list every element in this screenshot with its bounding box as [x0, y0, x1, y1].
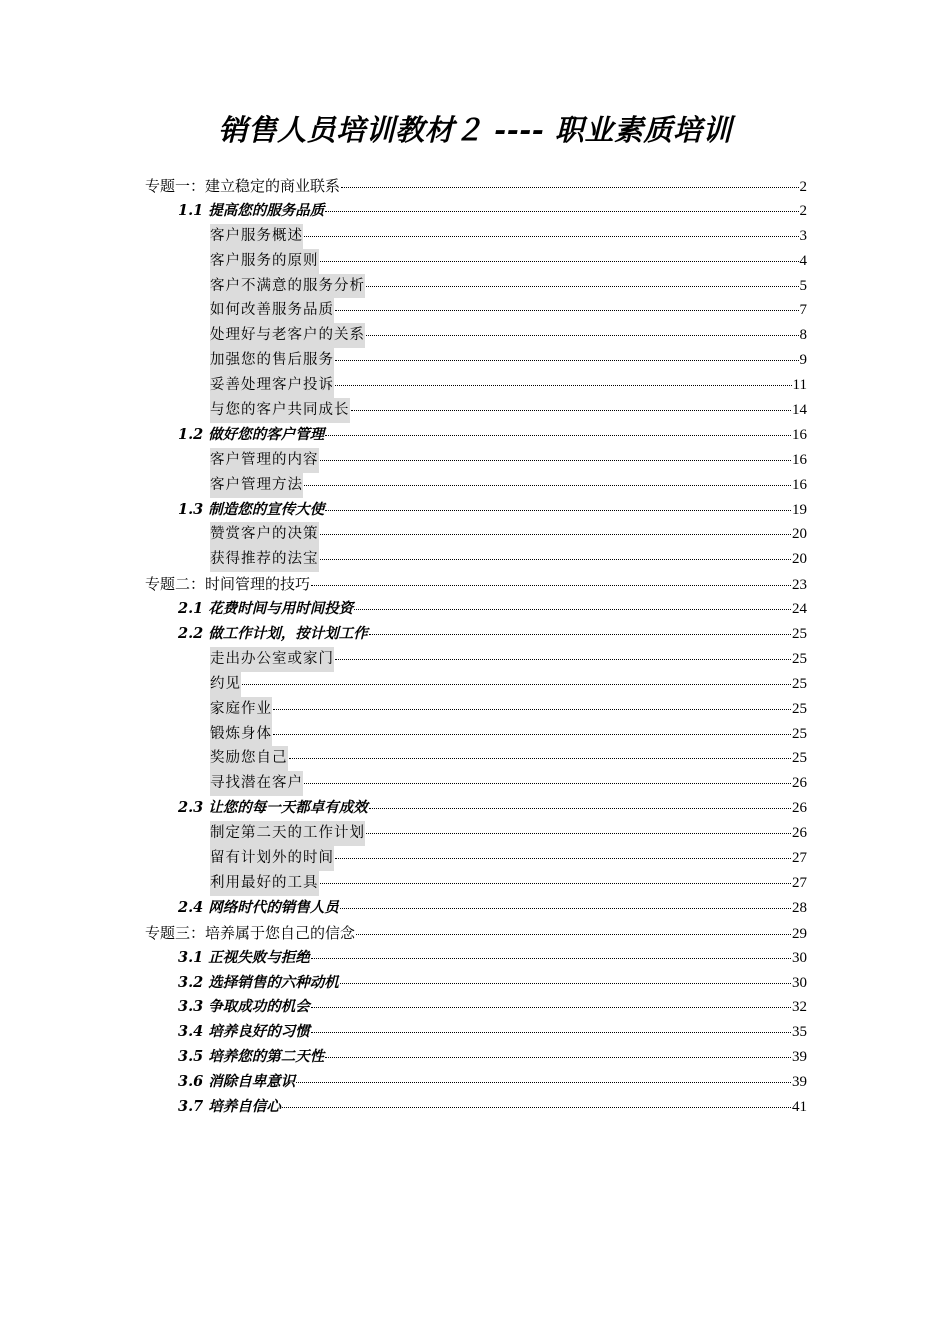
toc-entry-level-3[interactable] [145, 348, 807, 373]
toc-entry-label: 寻找潜在客户 [210, 771, 303, 796]
toc-page-number: 8 [799, 327, 807, 344]
toc-dot-leader [351, 410, 792, 411]
toc-entry-label: 客户服务的原则 [210, 249, 319, 274]
toc-page-number: 25 [792, 650, 807, 667]
toc-entry-label: 锻炼身体 [210, 722, 272, 747]
toc-dot-leader [325, 510, 791, 511]
toc-entry-label: 处理好与老客户的关系 [210, 323, 365, 348]
toc-page-number: 4 [799, 252, 807, 269]
toc-page-number: 25 [792, 725, 807, 742]
toc-dot-leader [289, 758, 792, 759]
toc-entry-level-2[interactable] [145, 946, 807, 971]
toc-entry-label: 专题一：建立稳定的商业联系 [145, 177, 341, 195]
toc-page-number: 26 [792, 800, 807, 817]
toc-page-number: 11 [792, 377, 807, 394]
toc-entry-level-3[interactable] [145, 274, 807, 299]
toc-page-number: 39 [792, 1049, 807, 1066]
toc-page-number: 16 [792, 451, 807, 468]
toc-page-number: 16 [792, 476, 807, 493]
toc-entry-label: 2.2 做工作计划，按计划工作 [178, 625, 368, 643]
toc-entry-label: 1.1 提高您的服务品质 [178, 201, 325, 219]
toc-page-number: 28 [792, 899, 807, 916]
toc-entry-label: 3.2 选择销售的六种动机 [178, 973, 339, 991]
toc-dot-leader [366, 335, 799, 336]
table-of-contents [145, 174, 807, 1120]
toc-dot-leader [311, 1032, 791, 1033]
toc-entry-label: 3.1 正视失败与拒绝 [178, 948, 310, 966]
toc-entry-label: 专题二：时间管理的技巧 [145, 575, 311, 594]
toc-entry-label: 留有计划外的时间 [210, 846, 334, 871]
toc-entry-level-2[interactable] [145, 1095, 807, 1120]
toc-entry-level-3[interactable] [145, 871, 807, 896]
document-title: 销售人员培训教材２ ---- 职业素质培训 [218, 113, 732, 147]
toc-entry-label: 3.5 培养您的第二天性 [178, 1048, 325, 1066]
toc-page-number: 26 [792, 775, 807, 792]
toc-dot-leader [320, 261, 799, 262]
toc-entry-level-3[interactable] [145, 224, 807, 249]
toc-dot-leader [356, 934, 791, 935]
toc-entry-level-2[interactable] [145, 423, 807, 448]
toc-entry-label: 获得推荐的法宝 [210, 547, 319, 572]
toc-entry-label: 利用最好的工具 [210, 871, 319, 896]
toc-entry-label: 3.3 争取成功的机会 [178, 998, 310, 1016]
toc-dot-leader [320, 883, 792, 884]
toc-entry-label: 专题三：培养属于您自己的信念 [145, 923, 356, 942]
toc-dot-leader [335, 360, 799, 361]
toc-dot-leader [320, 559, 792, 560]
toc-page-number: 25 [792, 700, 807, 717]
toc-entry-level-3[interactable] [145, 522, 807, 547]
toc-dot-leader [369, 808, 791, 809]
toc-dot-leader [354, 609, 791, 610]
toc-entry-label: 如何改善服务品质 [210, 298, 334, 323]
toc-dot-leader [304, 783, 791, 784]
toc-entry-level-2[interactable] [145, 622, 807, 647]
toc-dot-leader [366, 286, 799, 287]
toc-dot-leader [282, 1107, 791, 1108]
toc-entry-label: 客户不满意的服务分析 [210, 274, 365, 299]
toc-dot-leader [296, 1082, 791, 1083]
toc-dot-leader [304, 236, 799, 237]
toc-page-number: 30 [792, 949, 807, 966]
toc-entry-level-3[interactable] [145, 846, 807, 871]
toc-dot-leader [242, 684, 791, 685]
toc-entry-level-3[interactable] [145, 771, 807, 796]
toc-dot-leader [369, 634, 791, 635]
toc-dot-leader [341, 187, 798, 188]
toc-page-number: 24 [792, 601, 807, 618]
toc-page-number: 25 [792, 626, 807, 643]
toc-entry-level-3[interactable] [145, 249, 807, 274]
toc-entry-label: 2.1 花费时间与用时间投资 [178, 600, 354, 618]
toc-dot-leader [366, 833, 791, 834]
toc-entry-label: 客户服务概述 [210, 224, 303, 249]
toc-entry-label: 赞赏客户的决策 [210, 522, 319, 547]
toc-entry-label: 家庭作业 [210, 697, 272, 722]
toc-page-number: 2 [799, 202, 807, 219]
toc-page-number: 25 [792, 750, 807, 767]
toc-entry-level-3[interactable] [145, 821, 807, 846]
toc-dot-leader [311, 1007, 791, 1008]
toc-dot-leader [325, 1057, 791, 1058]
toc-dot-leader [273, 709, 791, 710]
toc-entry-label: 制定第二天的工作计划 [210, 821, 365, 846]
toc-entry-level-2[interactable] [145, 1020, 807, 1045]
toc-entry-label: 2.4 网络时代的销售人员 [178, 898, 339, 916]
toc-entry-level-3[interactable] [145, 298, 807, 323]
toc-entry-level-3[interactable] [145, 547, 807, 572]
toc-page-number: 3 [799, 227, 807, 244]
toc-page-number: 2 [799, 179, 807, 195]
toc-entry-level-3[interactable] [145, 746, 807, 771]
toc-page-number: 7 [799, 302, 807, 319]
toc-dot-leader [335, 659, 791, 660]
toc-entry-level-1[interactable] [145, 572, 807, 597]
toc-entry-level-2[interactable] [145, 971, 807, 996]
toc-entry-level-2[interactable] [145, 1045, 807, 1070]
toc-entry-level-3[interactable] [145, 672, 807, 697]
toc-entry-level-2[interactable] [145, 1070, 807, 1095]
toc-page-number: 27 [792, 874, 807, 891]
toc-entry-label: 客户管理方法 [210, 473, 303, 498]
toc-entry-level-3[interactable] [145, 398, 807, 423]
toc-entry-level-2[interactable] [145, 796, 807, 821]
toc-entry-label: 走出办公室或家门 [210, 647, 334, 672]
toc-dot-leader [340, 908, 791, 909]
toc-entry-label: 1.3 制造您的宣传大使 [178, 500, 325, 518]
toc-dot-leader [320, 460, 792, 461]
toc-dot-leader [325, 211, 798, 212]
toc-page-number: 26 [792, 825, 807, 842]
toc-page-number: 29 [792, 925, 807, 942]
toc-dot-leader [335, 385, 792, 386]
toc-dot-leader [320, 534, 792, 535]
toc-entry-level-3[interactable] [145, 647, 807, 672]
toc-entry-level-3[interactable] [145, 323, 807, 348]
toc-dot-leader [304, 485, 791, 486]
toc-entry-level-3[interactable] [145, 448, 807, 473]
toc-page-number: 20 [792, 551, 807, 568]
toc-dot-leader [311, 585, 791, 586]
toc-entry-level-2[interactable] [145, 896, 807, 921]
toc-entry-level-2[interactable] [145, 597, 807, 622]
toc-entry-level-1[interactable] [145, 174, 807, 199]
toc-dot-leader [311, 958, 791, 959]
toc-entry-level-3[interactable] [145, 697, 807, 722]
toc-dot-leader [335, 858, 791, 859]
toc-entry-level-1[interactable] [145, 921, 807, 946]
toc-entry-label: 奖励您自己 [210, 746, 288, 771]
toc-page-number: 25 [792, 675, 807, 692]
toc-page-number: 35 [792, 1024, 807, 1041]
toc-dot-leader [273, 734, 791, 735]
toc-entry-label: 与您的客户共同成长 [210, 398, 350, 423]
toc-page-number: 14 [792, 402, 807, 419]
toc-page-number: 39 [792, 1074, 807, 1091]
toc-entry-label: 3.4 培养良好的习惯 [178, 1023, 310, 1041]
toc-dot-leader [325, 435, 791, 436]
toc-entry-level-3[interactable] [145, 722, 807, 747]
toc-page-number: 23 [792, 577, 807, 594]
toc-page-number: 30 [792, 974, 807, 991]
toc-page-number: 5 [799, 277, 807, 294]
toc-entry-label: 3.6 消除自卑意识 [178, 1073, 296, 1091]
toc-entry-label: 约见 [210, 672, 241, 697]
toc-entry-level-3[interactable] [145, 473, 807, 498]
toc-entry-label: 妥善处理客户投诉 [210, 373, 334, 398]
toc-entry-label: 1.2 做好您的客户管理 [178, 425, 325, 443]
toc-entry-level-2[interactable] [145, 498, 807, 523]
toc-page-number: 41 [792, 1098, 807, 1115]
toc-entry-level-2[interactable] [145, 199, 807, 224]
toc-entry-label: 加强您的售后服务 [210, 348, 334, 373]
toc-entry-label: 2.3 让您的每一天都卓有成效 [178, 799, 368, 817]
toc-page-number: 9 [799, 352, 807, 369]
toc-page-number: 19 [792, 501, 807, 518]
toc-entry-level-3[interactable] [145, 373, 807, 398]
toc-page-number: 32 [792, 999, 807, 1016]
toc-dot-leader [335, 310, 799, 311]
toc-page-number: 16 [792, 426, 807, 443]
toc-page-number: 20 [792, 526, 807, 543]
toc-entry-label: 客户管理的内容 [210, 448, 319, 473]
toc-page-number: 27 [792, 850, 807, 867]
toc-dot-leader [340, 983, 791, 984]
toc-entry-label: 3.7 培养自信心 [178, 1097, 281, 1115]
toc-entry-level-2[interactable] [145, 995, 807, 1020]
